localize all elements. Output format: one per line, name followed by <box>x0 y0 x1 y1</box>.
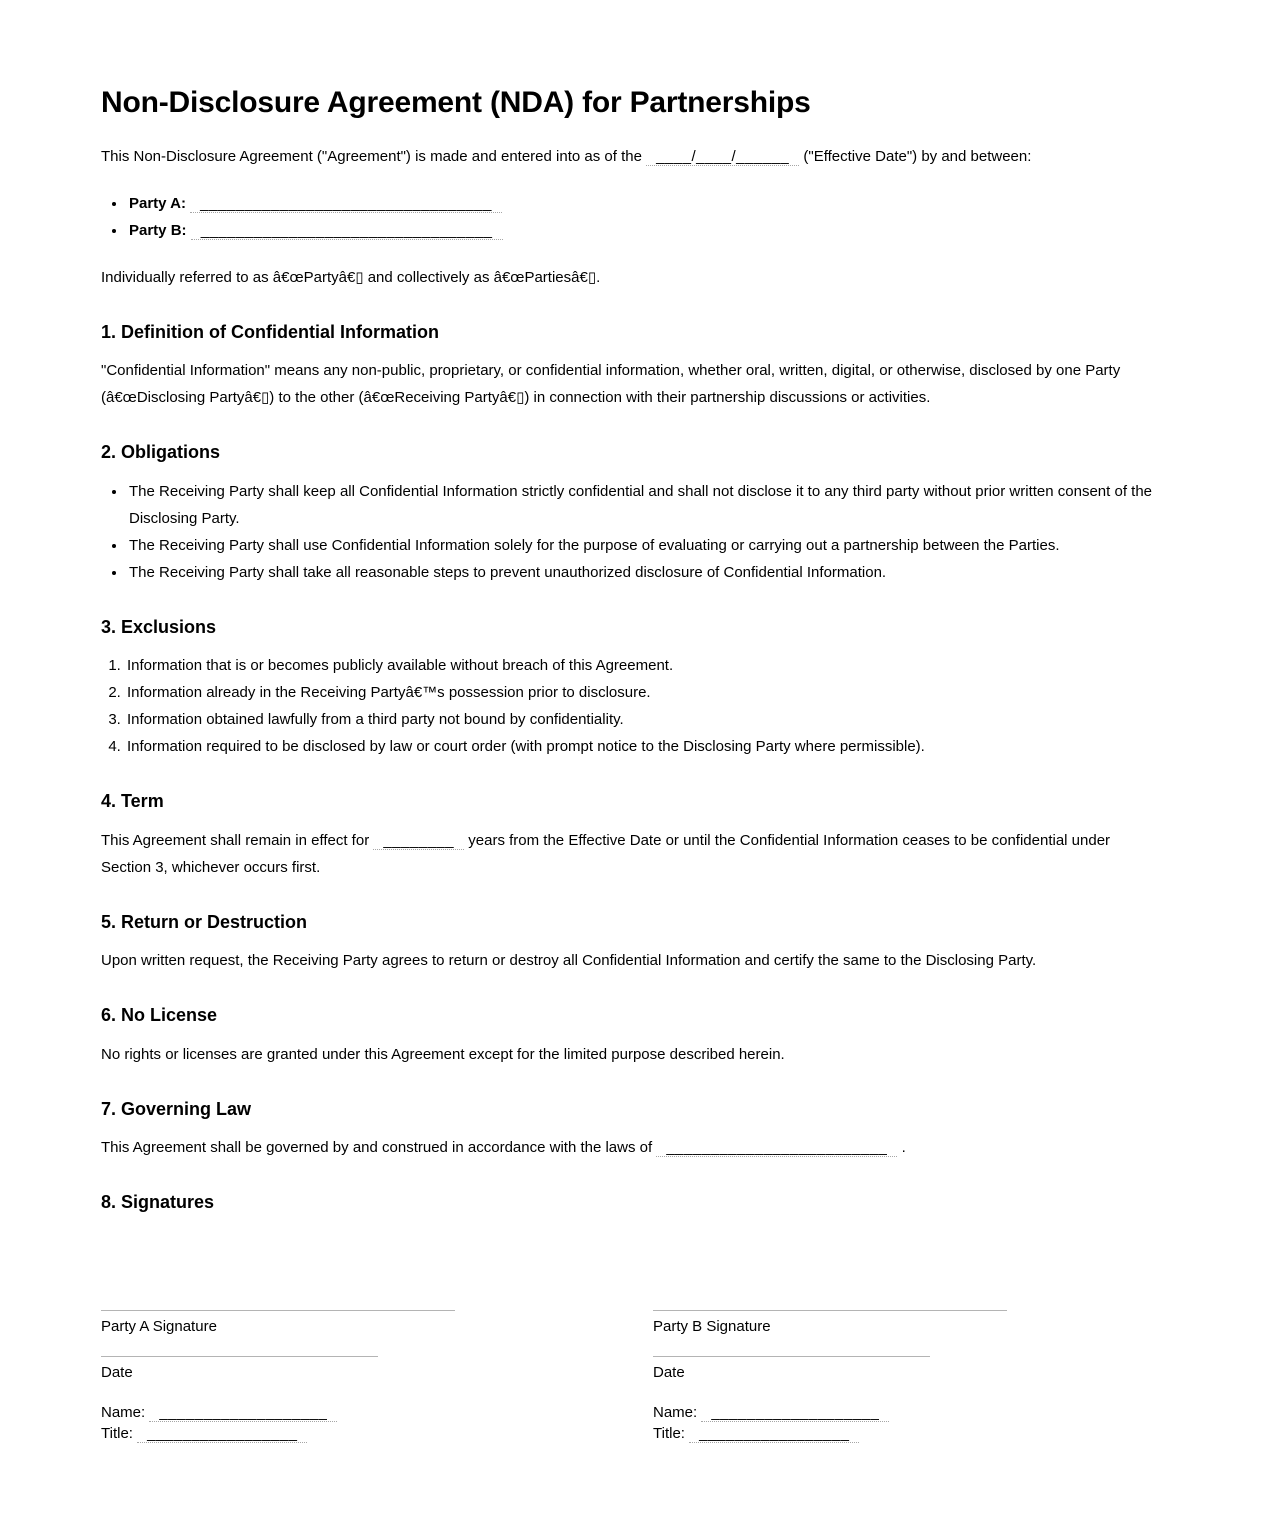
party-a-title-row <box>101 1423 611 1444</box>
signature-blocks <box>101 1310 1163 1444</box>
exclusion-item: 3. Information obtained lawfully from a third party not bound by confidentiality. <box>125 706 1163 733</box>
party-a-name-blank: _________________________________ <box>190 195 502 213</box>
effective-date-blank: ____/____/______ <box>646 148 799 166</box>
party-b-signature-label: Party B Signature <box>653 1317 771 1335</box>
party-a-signature-label: Party A Signature <box>101 1317 217 1335</box>
party-b-title-blank: _________________ <box>689 1425 859 1443</box>
party-a-name-title <box>101 1402 611 1444</box>
governing-law-text-before: This Agreement shall be governed by and construed in accordance with the laws of <box>101 1139 653 1156</box>
party-a-label: Party A: <box>129 194 186 212</box>
section-term-body <box>101 827 1163 881</box>
exclusion-item: 1. Information that is or becomes publicly available without breach of this Agreement. <box>125 652 1163 679</box>
document-title: Non-Disclosure Agreement (NDA) for Partnerships <box>101 86 811 119</box>
nda-document <box>101 0 1163 1524</box>
party-b-signature-line <box>653 1310 1007 1311</box>
obligation-item: • The Receiving Party shall take all reasonable steps to prevent unauthorized disclosure of Confidential Information. <box>127 559 1163 586</box>
party-a-signature-block <box>101 1310 611 1444</box>
intro-text-after: ("Effective Date") by and between: <box>803 147 1032 165</box>
section-governing-law-heading: 7. Governing Law <box>101 1098 252 1119</box>
party-b-name-blank: _________________________________ <box>191 222 503 240</box>
intro-text-before: This Non-Disclosure Agreement ("Agreement") is made and entered into as of the <box>101 147 642 165</box>
party-a-name-row <box>101 1402 611 1423</box>
party-a-date-line <box>101 1356 378 1357</box>
party-b-name-row <box>653 1402 1163 1423</box>
obligation-item: • The Receiving Party shall keep all Confidential Information strictly confidential and shall not disclose it to any third party without prior written consent of the Disclosing Party. <box>127 478 1163 532</box>
section-term-heading: 4. Term <box>101 791 164 811</box>
party-a-printed-name-blank: ___________________ <box>149 1404 337 1422</box>
section-no-license-heading: 6. No License <box>101 1005 218 1025</box>
party-b-title-label: Title: <box>653 1424 685 1442</box>
party-a-signature-line <box>101 1310 455 1311</box>
party-b-label: Party B: <box>129 221 187 239</box>
obligations-list <box>101 478 1163 586</box>
section-no-license-body: No rights or licenses are granted under this Agreement except for the limited purpose described herein. <box>101 1045 785 1063</box>
section-signatures-heading: 8. Signatures <box>101 1192 215 1212</box>
party-b-name-title <box>653 1402 1163 1444</box>
section-definition-body: "Confidential Information" means any non-public, proprietary, or confidential information, whether oral, written, digital, or otherwise, disclosed by one Party (â€œDisclosing Partyâ€▯) to the other (â€œReceiving Partyâ€▯) in connection with their partnership discussions or activities. <box>101 362 1121 406</box>
party-a-title-label: Title: <box>101 1424 133 1442</box>
exclusions-list <box>101 652 1163 760</box>
party-a-item <box>127 190 1163 217</box>
section-governing-law-body <box>101 1134 1163 1161</box>
section-exclusions-heading: 3. Exclusions <box>101 616 217 637</box>
party-b-date-label: Date <box>653 1363 685 1381</box>
party-a-title-blank: _________________ <box>137 1425 307 1443</box>
exclusion-item: 4. Information required to be disclosed by law or court order (with prompt notice to the Disclosing Party where permissible). <box>125 733 1163 760</box>
section-return-body: Upon written request, the Receiving Party agrees to return or destroy all Confidential Information and certify the same to the Disclosing Party. <box>101 952 1037 969</box>
term-text-after: years from the Effective Date or until the Confidential Information ceases to be confidential under Section 3, whichever occurs first. <box>101 831 1111 876</box>
party-b-signature-block <box>653 1310 1163 1444</box>
party-a-date-label: Date <box>101 1363 133 1381</box>
section-return-heading: 5. Return or Destruction <box>101 911 308 932</box>
section-definition-heading: 1. Definition of Confidential Information <box>101 321 439 342</box>
section-obligations-heading: 2. Obligations <box>101 442 221 462</box>
party-b-title-row <box>653 1423 1163 1444</box>
governing-law-blank: _________________________ <box>656 1139 897 1157</box>
governing-law-text-after: . <box>901 1139 906 1156</box>
term-years-blank: ________ <box>373 832 464 850</box>
term-text-before: This Agreement shall remain in effect for <box>101 831 370 849</box>
intro-paragraph <box>101 143 1163 170</box>
party-b-printed-name-blank: ___________________ <box>701 1404 889 1422</box>
obligation-item: • The Receiving Party shall use Confidential Information solely for the purpose of evaluating or carrying out a partnership between the Parties. <box>127 532 1163 559</box>
party-b-date-line <box>653 1356 930 1357</box>
party-b-item <box>127 217 1163 244</box>
exclusion-item: 2. Information already in the Receiving Partyâ€™s possession prior to disclosure. <box>125 679 1163 706</box>
party-a-name-label: Name: <box>101 1403 146 1421</box>
referred-note: Individually referred to as â€œPartyâ€▯ and collectively as â€œPartiesâ€▯. <box>101 268 601 286</box>
party-b-name-label: Name: <box>653 1403 698 1421</box>
parties-list <box>101 190 1163 244</box>
